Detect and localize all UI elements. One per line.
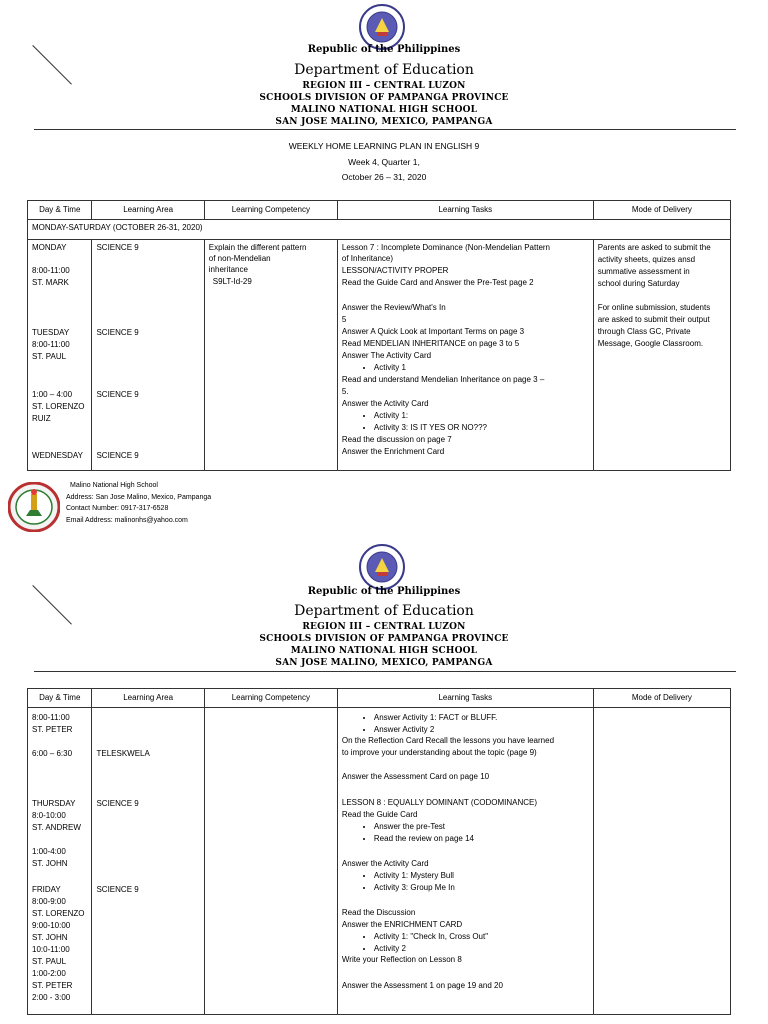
task-bullet: • Activity 1: Mystery Bull [374,870,589,882]
daytime-text: TUESDAY [32,328,70,337]
task-text: 5 [341,315,347,324]
column-header: Mode of Delivery [593,689,730,708]
daytime-text: ST. ANDREW [32,823,81,832]
task-bullet: • Activity 1 [374,362,589,374]
daytime-text: ST. LORENZO [32,909,85,918]
header-republic: Republic of the Philippines [307,586,461,597]
task-text: Answer the Enrichment Card [341,447,445,456]
header-rule [34,671,736,672]
plan-week: Week 4, Quarter 1, [348,157,420,167]
column-header: Day & Time [28,689,92,708]
task-bullet: • Answer the pre-Test [374,821,589,833]
competency-text: inheritance [208,265,248,274]
delivery-text: For online submission, students [597,303,711,312]
task-text: to improve your understanding about the topic (page 9) [341,748,537,757]
task-text: Lesson 7 : Incomplete Dominance (Non-Mendelian Pattern [341,243,551,252]
learning-area-text: SCIENCE 9 [96,390,139,399]
competency-text: of non-Mendelian [208,254,271,263]
task-text: Read and understand Mendelian Inheritance on page 3 – [341,375,545,384]
daytime-text: 9:00-10:00 [32,921,71,930]
task-text: Answer the Assessment 1 on page 19 and 20 [341,981,503,990]
delivery-text: are asked to submit their output [597,315,710,324]
delivery-text: through Class GC, Private [597,327,691,336]
header-department: Department of Education [294,603,474,619]
daytime-text: 2:00 - 3:00 [32,993,71,1002]
learning-area-text: SCIENCE 9 [96,243,139,252]
section-label: MONDAY-SATURDAY (OCTOBER 26-31, 2020) [28,220,731,240]
plan-table-page-1 [27,200,731,471]
task-text: of Inheritance) [341,254,394,263]
task-text: Answer the ENRICHMENT CARD [341,920,463,929]
daytime-text: 8:0-10:00 [32,811,66,820]
page-2 [0,540,768,1024]
task-text: Write your Reflection on Lesson 8 [341,955,462,964]
competency-cell [204,240,337,471]
delivery-cell [593,240,730,471]
daytime-text: WEDNESDAY [32,451,83,460]
task-text: Answer the Activity Card [341,399,429,408]
column-header: Learning Tasks [337,689,593,708]
delivery-text: summative assessment in [597,267,690,276]
header-rule [34,129,736,130]
footer-email: Email Address: malinonhs@yahoo.com [66,516,188,524]
daytime-cell [28,708,92,1015]
task-text: Read the discussion on page 7 [341,435,452,444]
tasks-cell [337,708,593,1015]
column-header: Learning Area [92,689,204,708]
column-header: Learning Area [92,201,204,220]
task-bullet: • Activity 1: "Check In, Cross Out" [374,931,589,943]
daytime-text: 10:0-11:00 [32,945,70,954]
footer-contact: Contact Number: 0917-317-6528 [66,505,169,512]
daytime-text: ST. PETER [32,981,73,990]
task-bullet: • Activity 3: Group Me In [374,882,589,894]
daytime-text: 1:00-4:00 [32,847,66,856]
task-text: LESSON/ACTIVITY PROPER [341,266,449,275]
header-division: SCHOOLS DIVISION OF PAMPANGA PROVINCE [259,93,509,103]
task-bullet-list [342,821,589,844]
task-text: Read MENDELIAN INHERITANCE on page 3 to 5 [341,339,520,348]
header-address: SAN JOSE MALINO, MEXICO, PAMPANGA [275,117,493,127]
daytime-text: 1:00 – 4:00 [32,390,73,399]
header-department: Department of Education [294,62,474,78]
header-address: SAN JOSE MALINO, MEXICO, PAMPANGA [275,658,493,668]
footer-school-name: Malino National High School [70,482,158,489]
header-region: REGION III – CENTRAL LUZON [302,81,466,91]
column-header: Learning Competency [204,201,337,220]
table-row [28,708,731,1015]
header-division: SCHOOLS DIVISION OF PAMPANGA PROVINCE [259,634,509,644]
plan-table-page-2 [27,688,731,1015]
learning-area-cell [92,240,204,471]
delivery-text: Message, Google Classroom. [597,339,704,348]
table-header-row [28,201,731,220]
daytime-text: 8:00-9:00 [32,897,66,906]
daytime-text: FRIDAY [32,885,61,894]
task-text: Answer the Assessment Card on page 10 [341,772,490,781]
task-text: Answer The Activity Card [341,351,432,360]
table-row [28,240,731,471]
footer-address: Address: San Jose Malino, Mexico, Pampanga [66,493,212,501]
learning-area-text: SCIENCE 9 [96,799,139,808]
daytime-text: RUIZ [32,414,51,423]
daytime-text: 1:00-2:00 [32,969,66,978]
daytime-text: THURSDAY [32,799,76,808]
plan-title: WEEKLY HOME LEARNING PLAN IN ENGLISH 9 [288,141,480,151]
learning-area-text: TELESKWELA [96,749,150,758]
learning-area-text: SCIENCE 9 [96,328,139,337]
daytime-text: 6:00 – 6:30 [32,749,73,758]
task-bullet: • Read the review on page 14 [374,833,589,845]
column-header: Mode of Delivery [593,201,730,220]
task-bullet: • Activity 1: [374,410,589,422]
task-bullet: • Activity 3: IS IT YES OR NO??? [374,422,589,434]
task-text: Answer the Review/What's In [341,303,446,312]
daytime-text: ST. JOHN [32,933,68,942]
daytime-text: ST. PAUL [32,957,67,966]
daytime-text: ST. MARK [32,278,69,287]
header-republic: Republic of the Philippines [307,44,461,55]
task-bullet: • Answer Activity 1: FACT or BLUFF. [374,712,589,724]
delivery-text: activity sheets, quizes ansd [597,255,696,264]
daytime-text: 8:00-11:00 [32,713,70,722]
daytime-cell [28,240,92,471]
competency-code: S9LT-Id-29 [212,277,252,286]
plan-dates: October 26 – 31, 2020 [341,172,427,182]
task-bullet-list [342,410,589,433]
competency-text: Explain the different pattern [208,243,307,252]
footer [0,478,400,538]
header-school: MALINO NATIONAL HIGH SCHOOL [290,646,478,656]
column-header: Learning Competency [204,689,337,708]
competency-cell [204,708,337,1015]
header-region: REGION III – CENTRAL LUZON [302,622,466,632]
task-text: Read the Guide Card and Answer the Pre-Test page 2 [341,278,534,287]
section-row [28,220,731,240]
task-bullet-list [342,362,589,374]
daytime-text: 8:00-11:00 [32,340,70,349]
daytime-text: ST. JOHN [32,859,68,868]
task-text: Answer A Quick Look at Important Terms on page 3 [341,327,525,336]
task-bullet-list [342,712,589,735]
delivery-text: school during Saturday [597,279,680,288]
school-logo-icon [8,482,60,532]
learning-area-text: SCIENCE 9 [96,451,139,460]
delivery-cell [593,708,730,1015]
table-header-row [28,689,731,708]
column-header: Learning Tasks [337,201,593,220]
column-header: Day & Time [28,201,92,220]
deped-seal-icon [359,544,405,590]
header-school: MALINO NATIONAL HIGH SCHOOL [290,105,478,115]
daytime-text: 8:00-11:00 [32,266,70,275]
task-text: On the Reflection Card Recall the lessons you have learned [341,736,555,745]
task-text: 5. [341,387,349,396]
footer-text [66,480,211,526]
daytime-text: ST. PAUL [32,352,67,361]
daytime-text: MONDAY [32,243,67,252]
tasks-cell [337,240,593,471]
task-text: Read the Discussion [341,908,416,917]
task-bullet-list [342,931,589,954]
task-bullet-list [342,870,589,893]
task-text: LESSON 8 : EQUALLY DOMINANT (CODOMINANCE) [341,798,538,807]
task-text: Answer the Activity Card [341,859,429,868]
task-bullet: • Activity 2 [374,943,589,955]
daytime-text: ST. LORENZO [32,402,85,411]
task-text: Read the Guide Card [341,810,418,819]
task-bullet: • Answer Activity 2 [374,724,589,736]
daytime-text: ST. PETER [32,725,73,734]
delivery-text: Parents are asked to submit the [597,243,711,252]
learning-area-cell [92,708,204,1015]
learning-area-text: SCIENCE 9 [96,885,139,894]
